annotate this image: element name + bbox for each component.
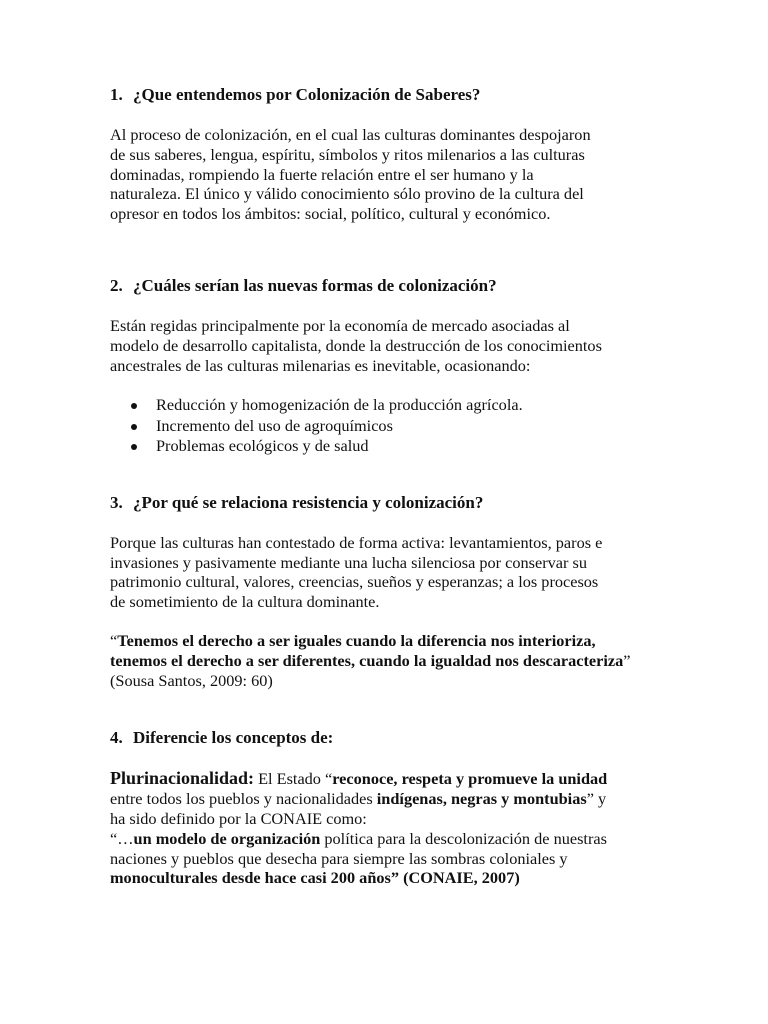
heading-diferencie [110,727,670,749]
bullet-list [110,395,670,457]
quote-mark: ” [623,650,631,670]
heading-number: 3. [110,492,123,512]
paragraph-line: naturaleza. El único y válido conocimiento sólo provino de la cultura del [110,184,584,204]
list-item-text: Problemas ecológicos y de salud [156,436,369,456]
text-run: ” y [586,789,607,809]
list-item-text: Reducción y homogenización de la producción agrícola. [156,395,523,415]
text-run-bold: indígenas, negras y montubias [376,789,587,809]
paragraph-line: naciones y pueblos que desecha para siempre las sombras coloniales y [110,848,568,868]
paragraph-line: patrimonio cultural, valores, creencias, sueños y esperanzas; a los procesos [110,572,599,592]
list-item [110,436,670,457]
text-run: política para la descolonización de nuestras [320,828,607,848]
paragraph-line: de sometimiento de la cultura dominante. [110,592,380,612]
bullet-icon [131,403,137,409]
heading-text: ¿Cuáles serían las nuevas formas de colonización? [133,275,497,295]
list-item-text: Incremento del uso de agroquímicos [156,415,393,435]
text-run: entre todos los pueblos y nacionalidades [110,789,377,809]
heading-text: ¿Que entendemos por Colonización de Saberes? [133,85,481,104]
heading-nuevas-formas [110,275,670,297]
list-item [110,416,670,437]
paragraph-line: ha sido definido por la CONAIE como: [110,809,367,829]
text-run-bold: un modelo de organización [133,828,321,848]
paragraph-line [110,789,670,809]
quote-block [110,631,670,690]
text-run: ” (CONAIE, 2007) [390,868,520,888]
paragraph-nuevas-formas [110,316,670,375]
text-run-bold: reconoce, respeta y promueve la unidad [332,769,608,789]
heading-number: 4. [110,728,123,748]
text-run: “… [110,828,134,848]
heading-text: Diferencie los conceptos de: [133,728,334,748]
paragraph-colonizacion [110,125,670,224]
document-page [110,84,670,888]
paragraph-plurinacionalidad [110,769,670,888]
heading-number: 2. [110,275,123,295]
paragraph-line: Están regidas principalmente por la economía de mercado asociadas al [110,315,570,335]
bullet-icon [131,424,137,430]
paragraph-resistencia [110,533,670,612]
paragraph-line [110,868,670,888]
heading-colonizacion-saberes [110,84,670,106]
heading-resistencia [110,492,670,514]
paragraph-line: invasiones y pasivamente mediante una lucha silenciosa por conservar su [110,552,587,572]
paragraph-line [110,829,670,849]
paragraph-line: opresor en todos los ámbitos: social, político, cultural y económico. [110,204,551,224]
quote-mark: “ [110,631,118,651]
text-run: El Estado “ [254,769,333,789]
paragraph-line: Porque las culturas han contestado de forma activa: levantamientos, paros e [110,532,603,552]
quote-citation: (Sousa Santos, 2009: 60) [110,670,273,690]
list-item [110,395,670,416]
paragraph-line: dominadas, rompiendo la fuerte relación entre el ser humano y la [110,164,534,184]
quote-line [110,631,670,651]
paragraph-line: de sus saberes, lengua, espíritu, símbolos y ritos milenarios a las culturas [110,144,585,164]
text-run-bold: monoculturales desde hace casi 200 años [110,868,391,888]
quote-line [110,651,670,671]
paragraph-line: ancestrales de las culturas milenarias es inevitable, ocasionando: [110,355,531,375]
bullet-icon [131,444,137,450]
paragraph-line: Al proceso de colonización, en el cual las culturas dominantes despojaron [110,125,591,144]
heading-number: 1. [110,85,123,104]
term-plurinacionalidad: Plurinacionalidad: [110,768,255,789]
heading-text: ¿Por qué se relaciona resistencia y colonización? [133,492,484,512]
quote-text: Tenemos el derecho a ser iguales cuando la diferencia nos interioriza, [117,631,596,651]
quote-text: tenemos el derecho a ser diferentes, cuando la igualdad nos descaracteriza [110,650,624,670]
paragraph-line: modelo de desarrollo capitalista, donde la destrucción de los conocimientos [110,335,602,355]
paragraph-line [110,769,670,789]
